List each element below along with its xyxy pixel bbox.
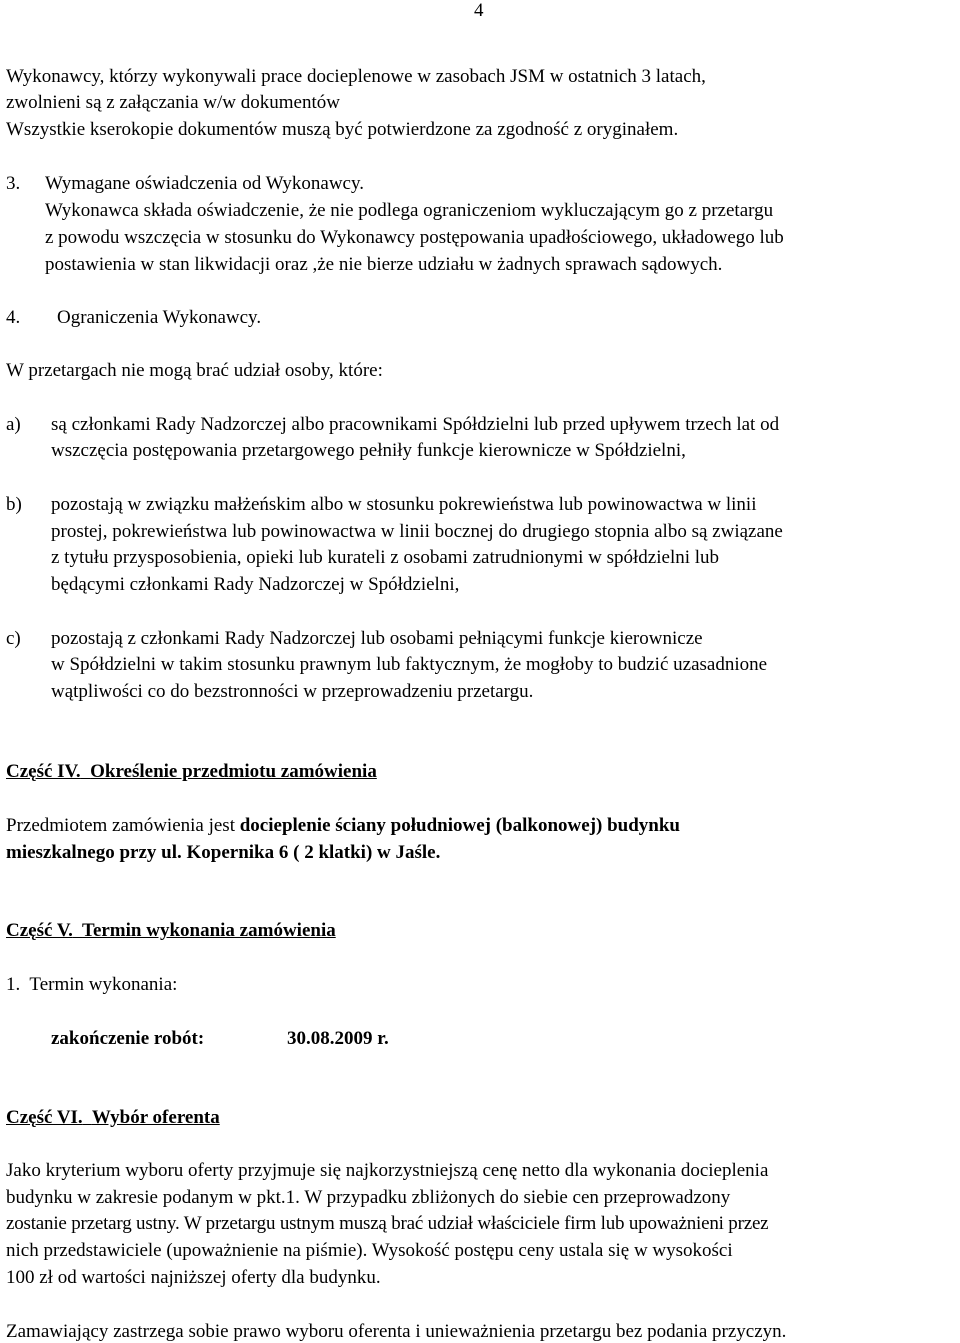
section-3-line: postawienia w stan likwidacji oraz ,że nie bierze udziału w żadnych sprawach sądowych.: [45, 254, 723, 275]
part-5-label: Część V.: [6, 920, 73, 941]
item-b-line: z tytułu przysposobienia, opieki lub kurateli z osobami zatrudnionymi w spółdzielni lub: [51, 547, 720, 568]
section-4-number: 4.: [6, 307, 21, 328]
part-4-text-prefix: Przedmiotem zamówienia jest: [6, 815, 240, 836]
part-5-item: [6, 974, 177, 996]
part-4-text-bold-2: mieszkalnego przy ul. Kopernika 6 ( 2 klatki) w Jaśle.: [6, 842, 441, 863]
item-c-line: pozostają z członkami Rady Nadzorczej lub osobami pełniącymi funkcje kierownicze: [51, 628, 703, 649]
part-5-item-text: Termin wykonania:: [29, 974, 178, 995]
part-4-text: [6, 815, 680, 837]
completion-date: 30.08.2009 r.: [287, 1028, 389, 1049]
part-6-title: Wybór oferenta: [91, 1107, 220, 1128]
item-a-line: są członkami Rady Nadzorczej albo pracownikami Spółdzielni lub przed upływem trzech lat od: [51, 414, 780, 435]
part-6-line: zostanie przetarg ustny. W przetargu ustnym muszą brać udział właściciele firm lub upoważnieni przez: [6, 1213, 769, 1234]
completion-label: zakończenie robót:: [51, 1028, 205, 1049]
part-6-line: budynku w zakresie podanym w pkt.1. W przypadku zbliżonych do siebie cen przeprowadzony: [6, 1187, 731, 1208]
page-number: 4: [474, 0, 484, 21]
section-3-line: Wykonawca składa oświadczenie, że nie podlega ograniczeniom wykluczającym go z przetargu: [45, 200, 774, 221]
item-a-label: a): [6, 414, 21, 435]
section-4-title: Ograniczenia Wykonawcy.: [57, 307, 262, 328]
item-c-label: c): [6, 628, 21, 649]
item-c-line: wątpliwości co do bezstronności w przeprowadzeniu przetargu.: [51, 681, 534, 702]
item-b-line: pozostają w związku małżeńskim albo w stosunku pokrewieństwa lub powinowactwa w linii: [51, 494, 757, 515]
item-b-label: b): [6, 494, 22, 515]
part-4-heading: [6, 761, 377, 783]
intro-line: Wykonawcy, którzy wykonywali prace docieplenowe w zasobach JSM w ostatnich 3 latach,: [6, 66, 706, 87]
part-6-final: Zamawiający zastrzega sobie prawo wyboru oferenta i unieważnienia przetargu bez podania przyczyn.: [6, 1321, 787, 1342]
part-5-item-number: 1.: [6, 974, 21, 995]
part-6-line: Jako kryterium wyboru oferty przyjmuje się najkorzystniejszą cenę netto dla wykonania docieplenia: [6, 1160, 769, 1181]
intro-line: zwolnieni są z załączania w/w dokumentów: [6, 92, 340, 113]
part-4-text-bold: docieplenie ściany południowej (balkonowej) budynku: [239, 815, 680, 836]
section-4-intro: W przetargach nie mogą brać udział osoby, które:: [6, 360, 383, 381]
item-a-line: wszczęcia postępowania przetargowego pełniły funkcje kierownicze w Spółdzielni,: [51, 440, 686, 461]
part-6-line: 100 zł od wartości najniższej oferty dla budynku.: [6, 1267, 381, 1288]
item-b-line: prostej, pokrewieństwa lub powinowactwa w linii bocznej do drugiego stopnia albo są związane: [51, 521, 783, 542]
part-6-heading: [6, 1107, 220, 1129]
part-4-title: Określenie przedmiotu zamówienia: [90, 761, 377, 782]
part-4-label: Część IV.: [6, 761, 81, 782]
item-b-line: będącymi członkami Rady Nadzorczej w Spółdzielni,: [51, 574, 460, 595]
intro-line: Wszystkie kserokopie dokumentów muszą być potwierdzone za zgodność z oryginałem.: [6, 119, 679, 140]
part-5-heading: [6, 920, 336, 942]
section-3-number: 3.: [6, 173, 21, 194]
item-c-line: w Spółdzielni w takim stosunku prawnym lub faktycznym, że mogłoby to budzić uzasadnione: [51, 654, 768, 675]
section-3-line: z powodu wszczęcia w stosunku do Wykonawcy postępowania upadłościowego, układowego lub: [45, 227, 784, 248]
part-5-title: Termin wykonania zamówienia: [82, 920, 336, 941]
part-6-label: Część VI.: [6, 1107, 83, 1128]
part-6-line: nich przedstawiciele (upoważnienie na piśmie). Wysokość postępu ceny ustala się w wysokości: [6, 1240, 733, 1261]
section-3-title: Wymagane oświadczenia od Wykonawcy.: [45, 173, 365, 194]
